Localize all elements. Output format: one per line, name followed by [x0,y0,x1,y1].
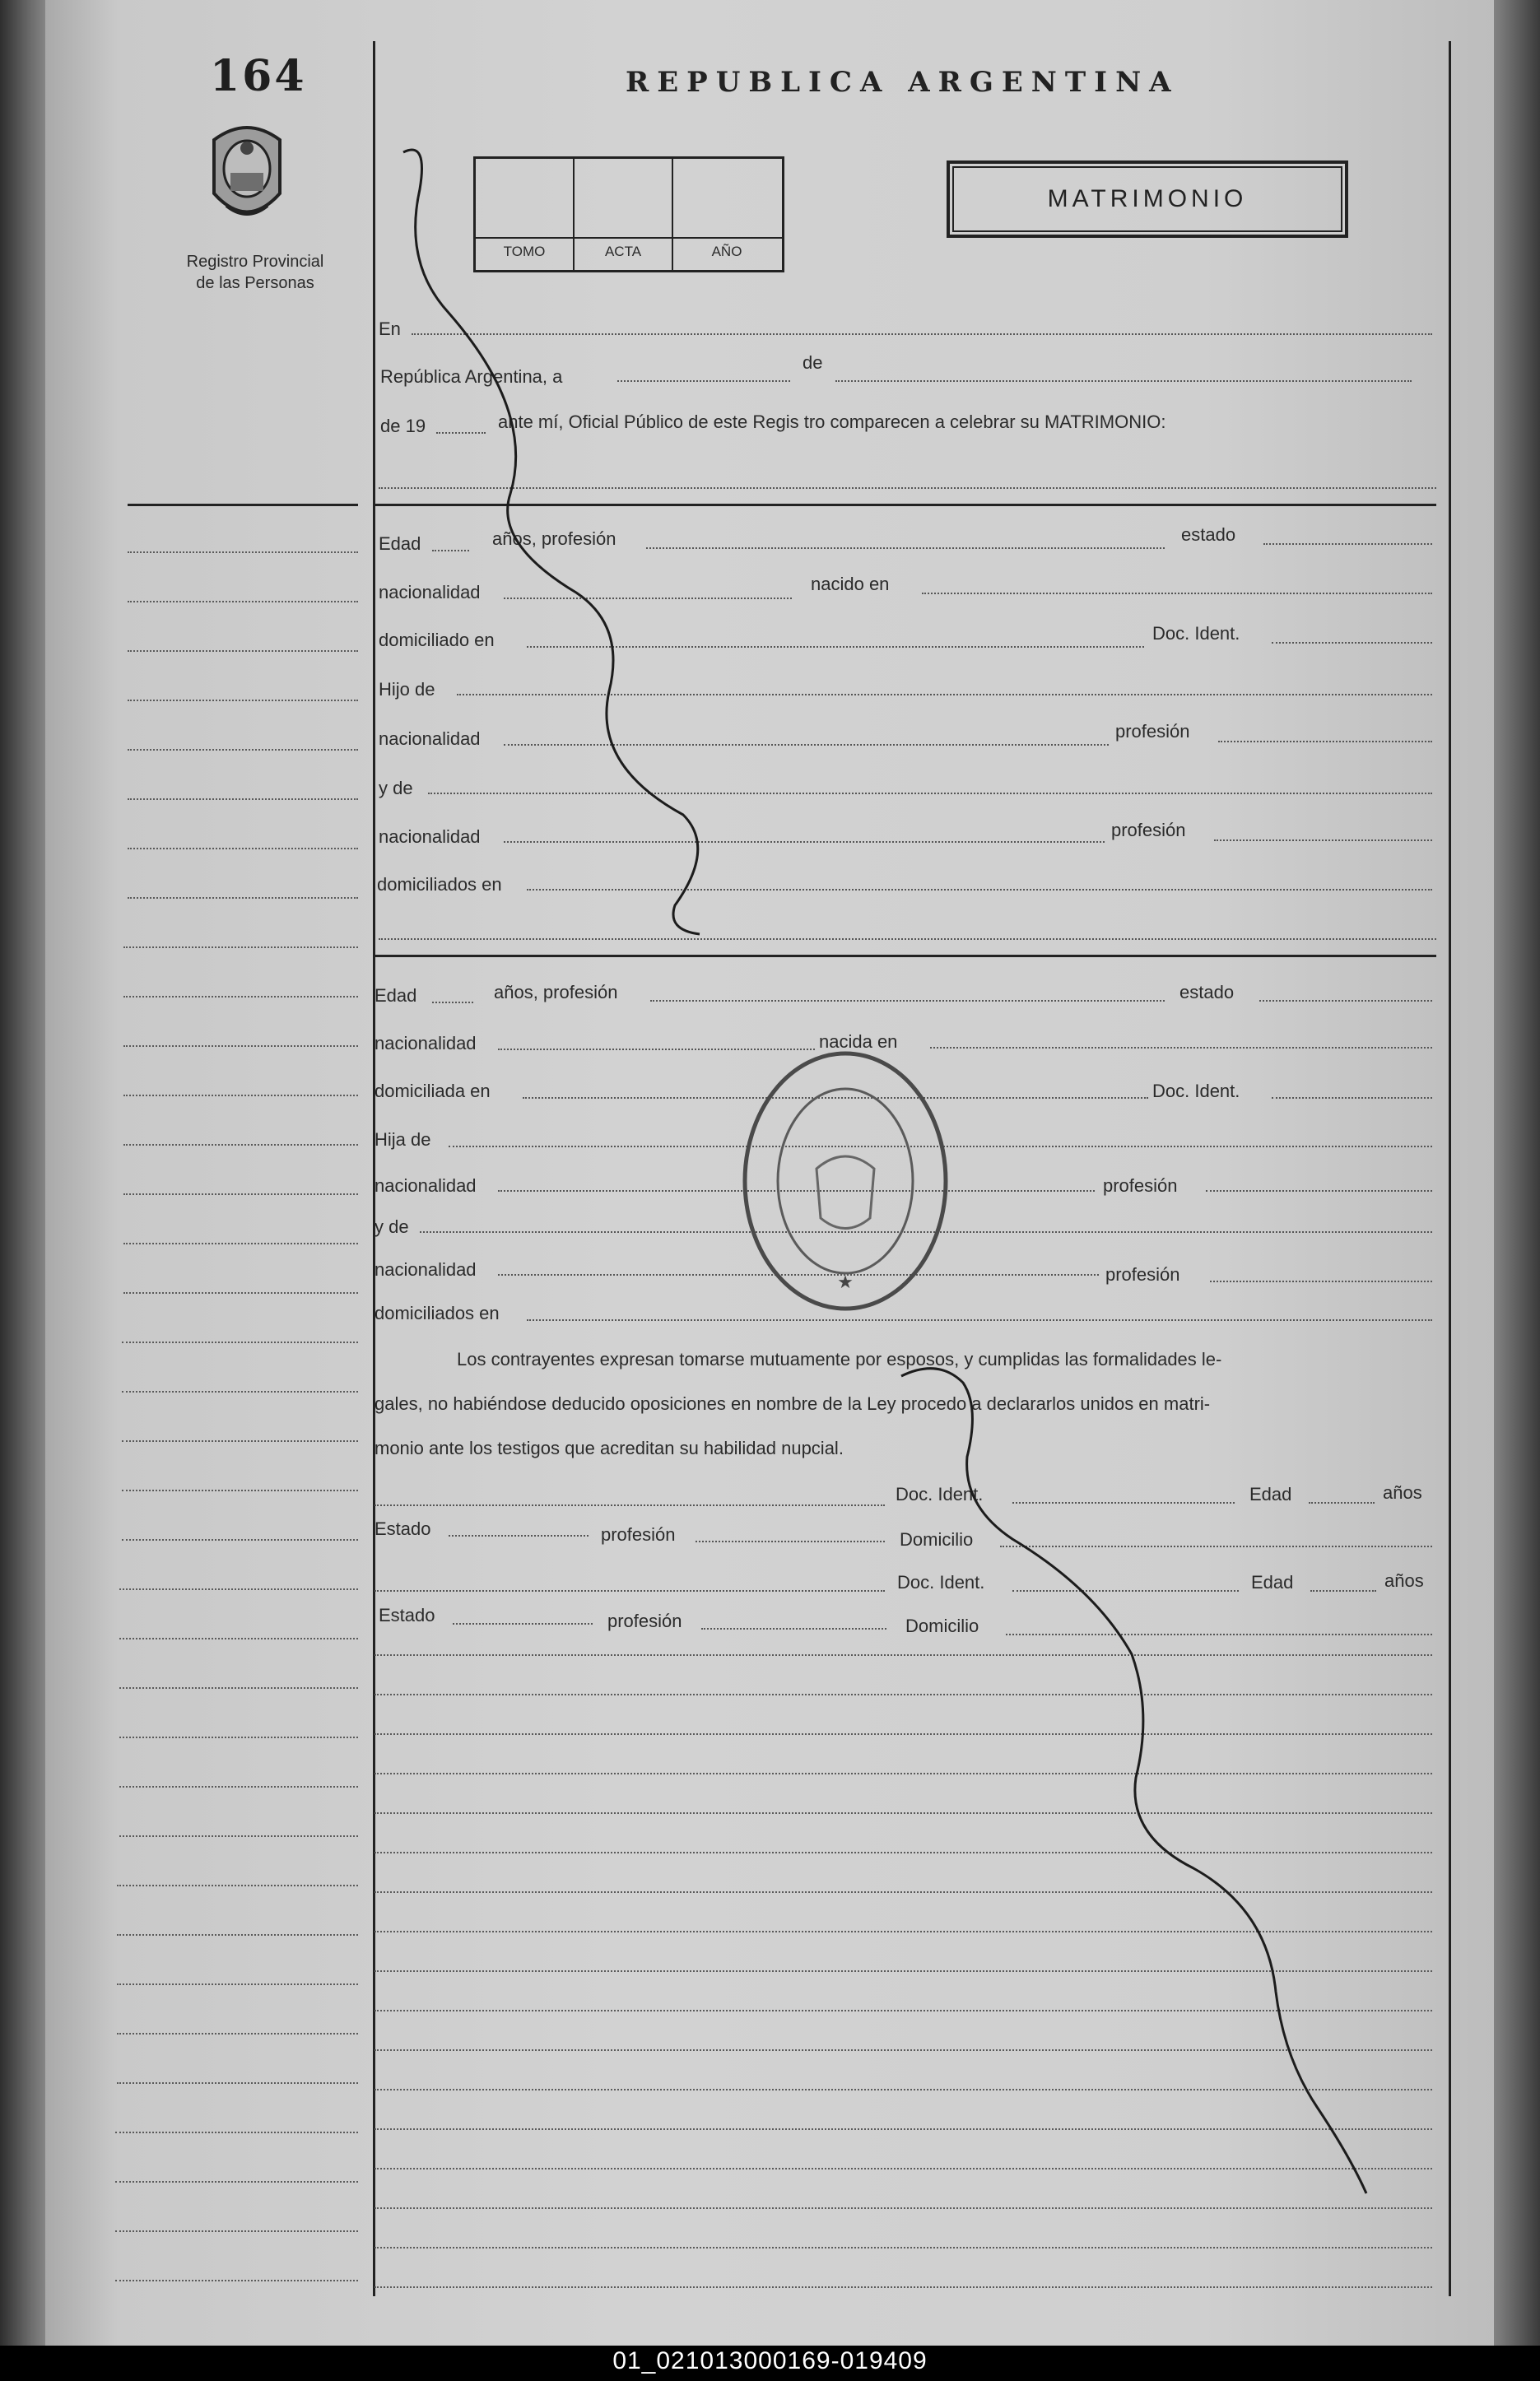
witness1-profesion-label: profesión [601,1524,676,1545]
groom-father-nat-label: nacionalidad [379,728,481,749]
registry-name-line2: de las Personas [196,274,314,292]
groom-domiciliados-label: domiciliados en [377,874,502,895]
bride-estado-label: estado [1179,982,1235,1002]
bride-domicilio-label: domiciliada en [375,1081,491,1101]
groom-hijo-label: Hijo de [379,679,435,700]
ano-label: AÑO [711,244,742,259]
groom-nacido-label: nacido en [811,574,890,594]
registry-name-line1: Registro Provincial [186,253,324,271]
groom-mother-prof-label: profesión [1111,820,1186,840]
witness2-profesion-label: profesión [607,1611,682,1631]
bride-hija-label: Hija de [375,1129,431,1150]
witness1-doc-label: Doc. Ident. [896,1484,984,1504]
groom-doc-label: Doc. Ident. [1152,623,1240,644]
declaration-line3: monio ante los testigos que acreditan su habilidad nupcial. [375,1438,844,1458]
intro-statement: ante mí, Oficial Público de este Regis tro comparecen a celebrar su MATRIMONIO: [498,412,1166,432]
republica-label: República Argentina, a [380,366,563,387]
bride-profesion-label: años, profesión [494,982,618,1002]
bride-mother-nat-label: nacionalidad [375,1259,477,1280]
en-label: En [379,319,401,339]
bride-father-prof-label: profesión [1103,1175,1178,1196]
record-type-box: MATRIMONIO [947,160,1348,238]
bride-nacida-label: nacida en [819,1031,898,1052]
declaration-line2: gales, no habiéndose deducido oposiciones en nombre de la Ley procedo a declararlos unidos en matri- [375,1393,1211,1414]
acta-label: ACTA [604,244,642,259]
bride-edad-label: Edad [375,985,417,1006]
witness1-estado-label: Estado [375,1518,431,1539]
groom-edad-label: Edad [379,533,421,554]
bride-nacionalidad-label: nacionalidad [375,1033,477,1053]
witness2-anos-label: años [1384,1570,1424,1591]
groom-estado-label: estado [1181,524,1236,545]
groom-nacionalidad-label: nacionalidad [379,582,481,602]
bride-domiciliados-label: domiciliados en [375,1303,500,1323]
groom-mother-nat-label: nacionalidad [379,826,481,847]
groom-profesion-label: años, profesión [492,528,616,549]
witness2-domicilio-label: Domicilio [905,1616,979,1636]
groom-yde-label: y de [379,778,413,798]
de-label: de [803,352,823,373]
witness2-estado-label: Estado [379,1605,435,1625]
bride-doc-label: Doc. Ident. [1152,1081,1240,1101]
bride-mother-prof-label: profesión [1105,1264,1180,1285]
bride-yde-label: y de [375,1216,409,1237]
country-title: REPUBLICA ARGENTINA [626,66,1179,99]
bride-father-nat-label: nacionalidad [375,1175,477,1196]
page-number: 164 [210,51,307,101]
de19-label: de 19 [380,416,426,436]
witness1-anos-label: años [1383,1482,1422,1503]
witness2-edad-label: Edad [1251,1572,1294,1593]
witness1-edad-label: Edad [1249,1484,1292,1504]
declaration-line1: Los contrayentes expresan tomarse mutuamente por esposos, y cumplidas las formalidades le- [457,1349,1222,1370]
groom-domicilio-label: domiciliado en [379,630,495,650]
witness1-domicilio-label: Domicilio [900,1529,974,1550]
witness2-doc-label: Doc. Ident. [897,1572,985,1593]
groom-father-prof-label: profesión [1115,721,1190,742]
file-identifier: 01_021013000169-019409 [612,2347,928,2374]
tomo-label: TOMO [503,244,546,259]
svg-text:★: ★ [837,1272,854,1292]
